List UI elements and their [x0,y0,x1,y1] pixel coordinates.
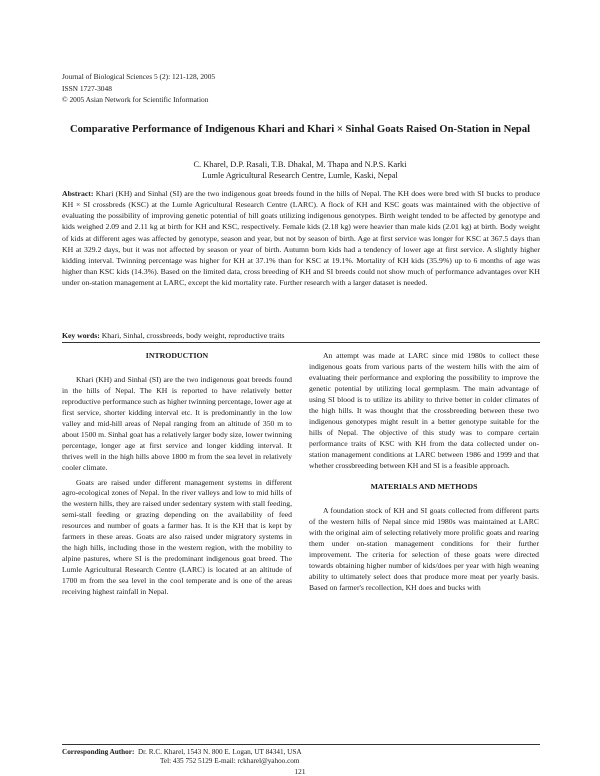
right-column [309,351,539,594]
paper-title: Comparative Performance of Indigenous Khari and Khari × Sinhal Goats Raised On-Station in Nepal [69,124,531,135]
affiliation: Lumle Agricultural Research Centre, Lumle, Kaski, Nepal [202,171,398,180]
journal-issn: ISSN 1727-3048 [62,83,112,93]
methods-heading: MATERIALS AND METHODS [370,482,478,492]
left-column [62,351,292,598]
abstract-label: Abstract: [62,189,94,198]
corresponding-address: Dr. R.C. Kharel, 1543 N. 800 E. Logan, UT 84341, USA [137,748,302,756]
abstract-text: Khari (KH) and Sinhal (SI) are the two indigenous goat breeds found in the hills of Nepal. The KH does were bred with SI bucks to produce KH × SI crossbreds (KSC) at the Lumle Agricultural Research Centre (LARC). A flock of KH and KSC goats was maintained with the objective of evaluating the possibility of improving genetic potential of hill goats utilizing indigenous genotypes. Birth weight tended to be affected by genotype and kids weighed 2.09 and 2.11 kg at birth for KH and KSC, respectively. Female kids (2.18 kg) were heavier than male kids (2.01 kg) at birth. Body weight of kids at different ages was affected by genotype, season and year, but not by season of birth. Age at first service was longer for KSC at 367.5 days than KH at 329.2 days, but it was not affected by season or year of birth. Autumn born kids had a tendency of lower age at first service. A slightly higher kidding interval. Twinning percentage was higher for KH at 37.1% than for KSC at 19.1%. Mortality of KH kids (35.9%) up to 6 months of age was higher than KSC kids (14.3%). Based on the limited data, cross breeding of KH and SI breeds could not show much of performance advantages over KH under on-station management at LARC, except the kid mortality rate. Further research with a larger dataset is needed. [62,189,541,288]
page-number: 121 [294,767,306,776]
corresponding-contact: Tel: 435 752 5129 E-mail: rckharel@yahoo.com [160,757,300,765]
footnote-rule [62,744,540,745]
methods-paragraph: A foundation stock of KH and SI goats collected from different parts of the western hills of Nepal since mid 1980s was maintained at LARC with the original aim of selecting relatively more prolific goats and rearing them under on-station management conditions for their further improvement. The criteria for selection of these goats were directed towards obtaining higher number of kids/does per year with high weaning ability to ultimately select does that produce more meat per yearly basis. Based on farmer's recollection, KH does and bucks with [309,506,539,593]
author-block [60,159,540,181]
intro-paragraph-continued: An attempt was made at LARC since mid 1980s to collect these indigenous goats from various parts of the western hills with the aim of evaluating their performance and exploring the possibility to improve the genetic potential by utilizing local germplasm. The main advantage of using SI blood is to utilize its ability to thrive better in colder climates of the high hills. It was thought that the crossbreeding between these two indigenous genotypes might result in a better genotype suitable for the hills of Nepal. The objective of this study was to compare certain performance traits of KSC with KH from the data collected under on-station management conditions at LARC between 1986 and 1999 and that whether crossbreeding between KH and SI is a feasible approach. [309,351,539,470]
journal-citation: Journal of Biological Sciences 5 (2): 121-128, 2005 [62,72,216,81]
keywords [62,330,540,341]
author-list: C. Kharel, D.P. Rasali, T.B. Dhakal, M. Thapa and N.P.S. Karki [193,160,407,169]
keywords-text: Khari, Sinhal, crossbreeds, body weight, reproductive traits [101,331,285,340]
journal-header [62,71,215,106]
keywords-label: Key words: [62,331,100,340]
intro-paragraph: Goats are raised under different management systems in different agro-ecological zones of Nepal. In the river valleys and low to mid hills of the western hills, they are raised under sedentary system with stall feeding, semi-stall feeding or grazing depending on the availability of feed resources and number of goats a farmer has. It is the KH that is kept by farmers in these areas. Goats are also raised under migratory systems in the high hills, including those in the western region, with the mobility to alpine pastures, where SI is the predominant indigenous goat breed. The Lumle Agricultural Research Centre (LARC) is located at an altitude of 1700 m from the sea level in the cool temperate and is one of the areas receiving highest rainfall in Nepal. [62,477,292,597]
journal-copyright: © 2005 Asian Network for Scientific Information [62,95,209,104]
abstract [62,188,540,288]
keywords-rule [62,342,540,343]
introduction-heading: INTRODUCTION [145,351,209,360]
corresponding-label: Corresponding Author: [62,748,135,756]
intro-paragraph: Khari (KH) and Sinhal (SI) are the two indigenous goat breeds found in the hills of Nepal. The KH is reported to have relatively better reproductive performance such as higher twinning percentage, lower age at first service, shorter kidding interval etc. It is predominantly in the low valley and mid-hill areas of Nepal ranging from an altitude of 350 m to about 1500 m. Sinhal goat has a relatively larger body size, lower twinning percentage, longer age at first service and longer kidding interval. It thrives well in the high hills above 1800 m from the sea level in relatively cooler climate. [62,374,292,472]
corresponding-author [62,747,540,757]
